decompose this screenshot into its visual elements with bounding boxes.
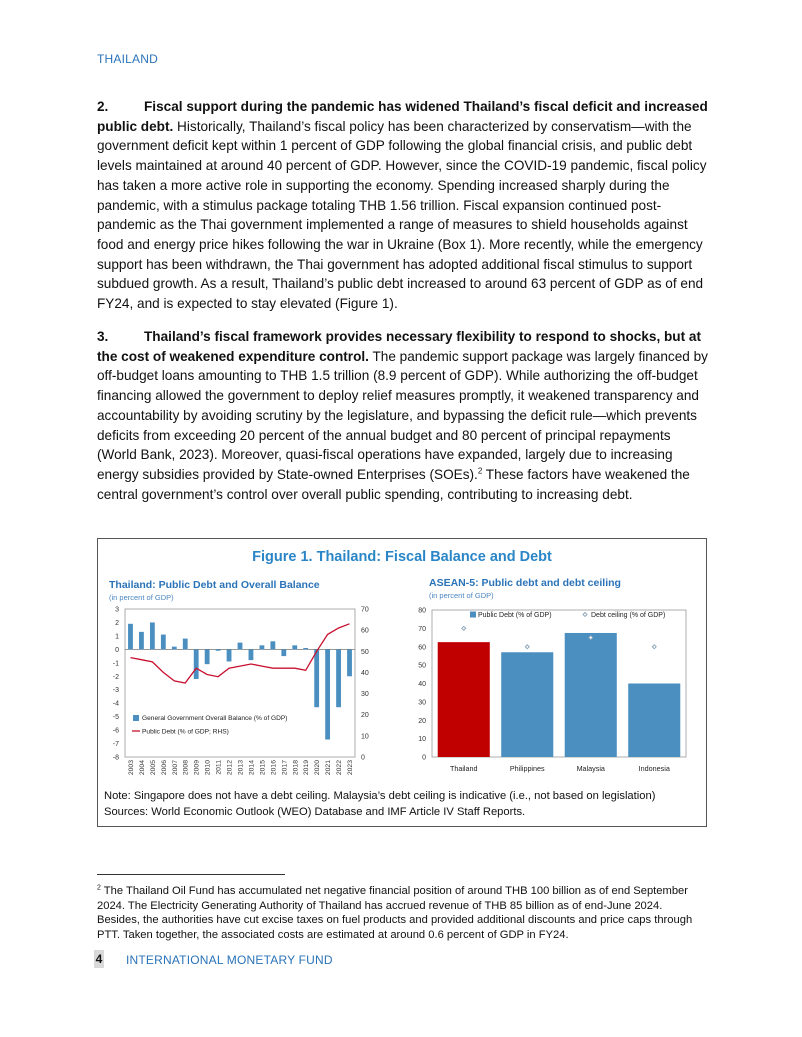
paragraph-lead: Fiscal support during the pandemic has widened Thailand’s fiscal deficit and increased public debt. <box>97 99 708 134</box>
x-tick-label: 2020 <box>314 760 322 776</box>
page-number: 4 <box>95 952 103 966</box>
debt-ceiling-marker <box>652 645 656 649</box>
legend-label-balance: General Government Overall Balance (% of GDP) <box>142 715 288 722</box>
balance-bar <box>128 624 133 650</box>
balance-bar <box>347 649 352 676</box>
paragraph-2 <box>97 97 709 314</box>
x-tick-label: 2017 <box>281 760 289 776</box>
footnote-text: The Thailand Oil Fund has accumulated net negative financial position of around THB 100 billion as of end September 2024. The Electricity Generating Authority of Thailand has accrued revenue of THB 85 billion as of end-June 2024. Besides, the authorities have cut excise taxes on fuel products and provided additional discounts and price caps through PTT. Taken together, the associated costs are estimated at around 0.6 percent of GDP in FY24. <box>97 885 693 942</box>
y2-tick-label: 60 <box>361 627 369 635</box>
balance-bar <box>205 649 210 664</box>
x-tick-label: 2022 <box>336 760 344 776</box>
chart-left-debt-balance <box>98 599 388 789</box>
x-tick-label: 2012 <box>226 760 234 776</box>
chart-left-subtitle: (in percent of GDP) <box>109 593 174 602</box>
chart-left-title: Thailand: Public Debt and Overall Balance <box>109 579 320 591</box>
paragraph-body: The pandemic support package was largely financed by off-budget loans amounting to THB 1.5 trillion (8.9 percent of GDP). While authorizing the off-budget financing allowed the government to deploy relief measures promptly, it weakened transparency and accountability by avoiding scrutiny by the legislature, and bypassing the deficit rule—which prevents deficits from exceeding 20 percent of the annual budget and 80 percent of principal repayments (World Bank, 2023). Moreover, quasi-fiscal operations have expanded, largely due to increasing energy subsidies provided by State-owned Enterprises (SOEs). <box>97 348 708 482</box>
x-tick-label: 2006 <box>160 760 168 776</box>
footnote-divider <box>97 874 285 875</box>
y-tick-label: -6 <box>112 727 119 735</box>
legend-swatch-balance <box>133 715 139 721</box>
balance-bar <box>238 643 243 650</box>
y-tick-label: 20 <box>418 717 426 725</box>
y-tick-label: -8 <box>112 754 119 762</box>
y-tick-label: 10 <box>418 736 426 744</box>
y2-tick-label: 40 <box>361 669 369 677</box>
y-tick-label: 1 <box>115 633 119 641</box>
x-tick-label: 2014 <box>248 760 256 776</box>
running-head: THAILAND <box>97 52 158 66</box>
legend-label-debt: Public Debt (% of GDP) <box>478 612 552 619</box>
debt-bar <box>501 652 553 757</box>
balance-bar <box>314 649 319 707</box>
x-tick-label: 2008 <box>182 760 190 776</box>
x-tick-label: 2004 <box>138 760 146 776</box>
chart-right-title: ASEAN-5: Public debt and debt ceiling <box>429 577 621 589</box>
balance-bar <box>161 635 166 650</box>
footer-organization: INTERNATIONAL MONETARY FUND <box>126 953 333 967</box>
y2-tick-label: 30 <box>361 691 369 699</box>
y-tick-label: 80 <box>418 607 426 615</box>
y-tick-label: 0 <box>422 754 426 762</box>
debt-ceiling-marker <box>462 626 466 630</box>
balance-bar <box>139 632 144 649</box>
paragraph-lead: Thailand’s fiscal framework provides necessary flexibility to respond to shocks, but at the cost of weakened expenditure control. <box>97 329 702 364</box>
y2-tick-label: 20 <box>361 712 369 720</box>
paragraph-body-continued: These factors have weakened the central government’s control over overall public spending, contributing to increasing debt. <box>97 466 690 502</box>
balance-bar <box>172 647 177 650</box>
balance-bar <box>150 622 155 649</box>
y-tick-label: -5 <box>112 714 119 722</box>
y2-tick-label: 50 <box>361 648 369 656</box>
balance-bar <box>336 649 341 707</box>
balance-bar <box>259 645 264 649</box>
paragraph-number: 2. <box>97 99 109 114</box>
y-tick-label: 70 <box>418 625 426 633</box>
y-tick-label: 30 <box>418 699 426 707</box>
y-tick-label: 2 <box>115 619 119 627</box>
y-tick-label: -2 <box>112 673 119 681</box>
balance-bar <box>303 648 308 649</box>
y-tick-label: -7 <box>112 741 119 749</box>
y-tick-label: 60 <box>418 644 426 652</box>
y2-tick-label: 0 <box>361 754 365 762</box>
x-tick-label: Malaysia <box>576 764 605 773</box>
y-tick-label: 40 <box>418 681 426 688</box>
balance-bar <box>270 641 275 649</box>
figure-title: Figure 1. Thailand: Fiscal Balance and Debt <box>252 549 552 565</box>
x-tick-label: 2011 <box>215 760 223 775</box>
balance-bar <box>216 649 221 650</box>
x-tick-label: 2003 <box>127 760 135 776</box>
x-tick-label: 2005 <box>149 760 157 776</box>
x-tick-label: 2018 <box>292 760 300 776</box>
chart-right-subtitle: (in percent of GDP) <box>429 591 494 600</box>
balance-bar <box>325 649 330 739</box>
y2-tick-label: 70 <box>361 606 369 614</box>
debt-bar <box>565 633 617 757</box>
x-tick-label: 2010 <box>204 760 212 776</box>
footnote-ref[interactable]: 2 <box>477 466 483 476</box>
balance-bar <box>183 639 188 650</box>
chart-right-asean-debt <box>408 599 708 781</box>
x-tick-label: 2023 <box>347 760 355 776</box>
paragraph-3 <box>97 327 709 504</box>
balance-bar <box>194 649 199 679</box>
y-tick-label: 50 <box>418 662 426 670</box>
x-tick-label: 2007 <box>171 760 179 776</box>
balance-bar <box>249 649 254 660</box>
y-tick-label: -3 <box>112 687 119 695</box>
balance-bar <box>281 649 286 656</box>
footnote-marker: 2 <box>97 884 101 892</box>
legend-label-debt: Public Debt (% of GDP; RHS) <box>142 728 229 736</box>
y-tick-label: 0 <box>115 646 119 654</box>
x-tick-label: 2021 <box>325 760 333 776</box>
figure-note: Note: Singapore does not have a debt ceiling. Malaysia’s debt ceiling is indicative (i.e., not based on legislation) <box>104 790 656 802</box>
debt-ceiling-marker <box>525 645 529 649</box>
x-tick-label: Indonesia <box>638 764 670 773</box>
x-tick-label: 2016 <box>270 760 278 776</box>
y-tick-label: 3 <box>115 606 119 614</box>
balance-bar <box>292 645 297 649</box>
debt-bar <box>438 642 490 757</box>
figure-note-block <box>104 788 655 820</box>
x-tick-label: Thailand <box>449 764 478 773</box>
legend-label-ceiling: Debt ceiling (% of GDP) <box>591 612 666 619</box>
balance-bar <box>227 649 232 661</box>
debt-bar <box>628 684 680 758</box>
x-tick-label: 2013 <box>237 760 245 776</box>
x-tick-label: 2015 <box>259 760 267 776</box>
footnote-2 <box>97 884 707 943</box>
paragraph-number: 3. <box>97 329 109 344</box>
y-tick-label: -4 <box>112 700 119 708</box>
legend-swatch-debt <box>470 612 476 618</box>
paragraph-body: Historically, Thailand’s fiscal policy has been characterized by conservatism—with the government deficit kept within 1 percent of GDP following the global financial crisis, and public debt levels maintained at around 40 percent of GDP. However, since the COVID-19 pandemic, fiscal policy has taken a more active role in supporting the economy. Spending increased sharply during the pandemic, with a stimulus package totaling THB 1.56 trillion. Fiscal expansion continued post-pandemic as the Thai government implemented a range of measures to shield households against food and energy price hikes following the war in Ukraine (Box 1). More recently, while the emergency support has been withdrawn, the Thai government has adopted additional fiscal stimulus to support subdued growth. As a result, Thailand’s public debt increased to around 63 percent of GDP as of end FY24, and is expected to stay elevated (Figure 1). <box>97 118 707 312</box>
legend-swatch-ceiling <box>583 613 587 617</box>
figure-1 <box>97 538 707 827</box>
figure-sources: Sources: World Economic Outlook (WEO) Database and IMF Article IV Staff Reports. <box>104 806 526 818</box>
x-tick-label: 2009 <box>193 760 201 776</box>
y-tick-label: -1 <box>112 660 119 668</box>
y2-tick-label: 10 <box>361 733 369 741</box>
x-tick-label: 2019 <box>303 760 311 776</box>
x-tick-label: Philippines <box>509 764 545 773</box>
